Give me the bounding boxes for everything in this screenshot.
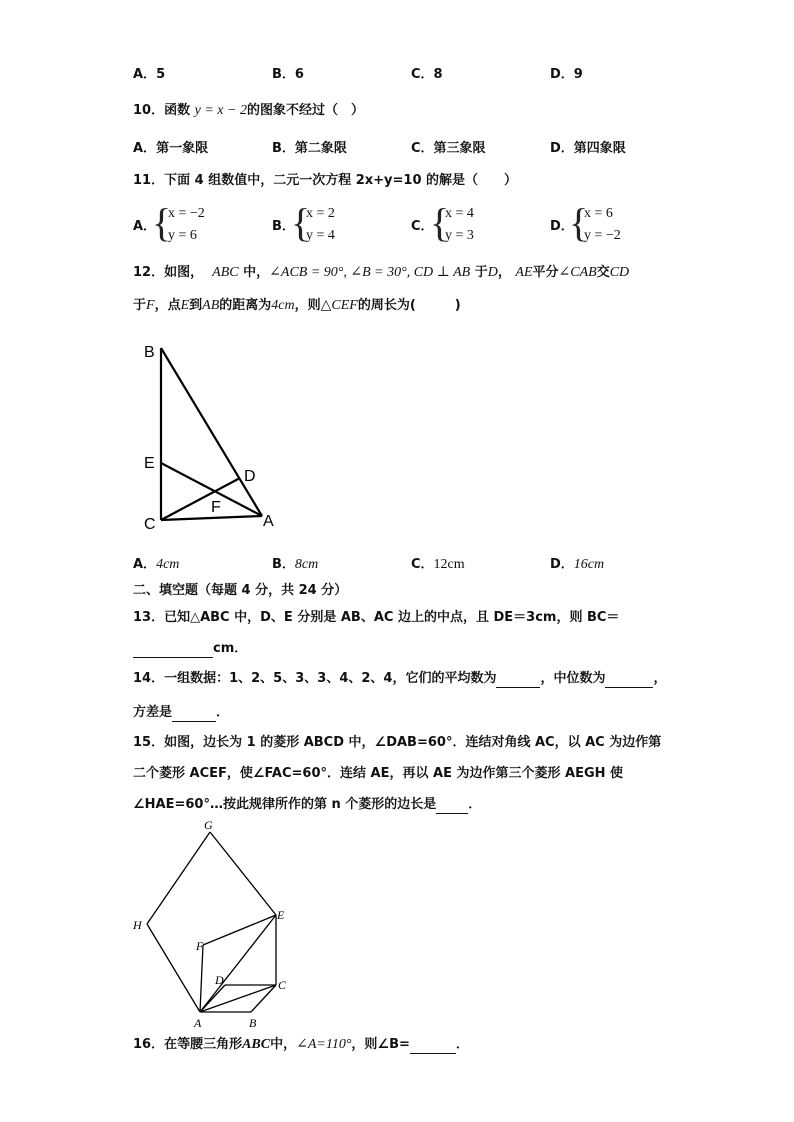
q15-answer-blank[interactable] <box>436 799 468 814</box>
q11-option-b-brace: { <box>291 200 311 245</box>
label-c: C <box>278 978 287 992</box>
q11-stem: 11．下面 4 组数值中，二元一次方程 2x+y=10 的解是（ ） <box>133 173 518 188</box>
q10-option-b: B．第二象限 <box>272 141 347 156</box>
q10-formula: y = x − 2 <box>194 103 247 118</box>
q16-stem: 16．在等腰三角形ABC中，∠A=110°，则∠B= ． <box>133 1037 469 1052</box>
edge-ge <box>210 832 276 915</box>
q11-option-d-brace: { <box>569 200 589 245</box>
label-d: D <box>244 468 256 485</box>
q13-line1: 13．已知△ABC 中，D、E 分别是 AB、AC 边上的中点，且 DE＝3cm，则 BC＝ <box>133 610 620 625</box>
q11-option-b-letter: B． <box>272 219 295 234</box>
label-h: H <box>133 918 142 932</box>
q14-median-blank[interactable] <box>605 673 653 688</box>
q11-option-c-brace: { <box>430 200 450 245</box>
q9-option-d: D．9 <box>550 67 583 82</box>
q11-option-b-system: x = 2 y = 4 <box>306 206 335 243</box>
label-g: G <box>204 818 213 832</box>
label-e: E <box>144 455 155 472</box>
q11-option-a-system: x = −2 y = 6 <box>168 206 205 243</box>
q12-line1: 12．如图， ABC 中，∠ACB = 90°, ∠B = 30°, CD ⊥ AB 于D， AE平分∠CAB交CD <box>133 265 630 280</box>
label-b: B <box>144 344 155 361</box>
q11-option-c-letter: C． <box>411 219 434 234</box>
q12-option-d: D．16cm <box>550 557 605 572</box>
q10-option-c: C．第三象限 <box>411 141 486 156</box>
q16-answer-blank[interactable] <box>410 1039 456 1054</box>
label-a: A <box>263 513 274 530</box>
label-a: A <box>194 1016 202 1030</box>
section-title: 二、填空题（每题 4 分，共 24 分） <box>133 583 348 598</box>
label-e: E <box>277 908 285 922</box>
edge-hg <box>147 832 210 924</box>
q14-line1: 14．一组数据：1、2、5、3、3、4、2、4，它们的平均数为 ，中位数为 ， <box>133 671 667 686</box>
q9-option-b: B．6 <box>272 67 304 82</box>
q9-option-a: A．5 <box>133 67 166 82</box>
q11-option-d-system: x = 6 y = −2 <box>584 206 621 243</box>
q11-option-d-letter: D． <box>550 219 574 234</box>
edge-af <box>200 945 203 1012</box>
q12-option-b: B．8cm <box>272 557 319 572</box>
q11-option-a-letter: A． <box>133 219 157 234</box>
q13-answer-blank[interactable] <box>133 643 213 658</box>
q14-variance-blank[interactable] <box>172 707 216 722</box>
label-f: F <box>211 499 221 516</box>
q14-line2: 方差是 ． <box>133 705 230 720</box>
q12-line2: 于F，点E到AB的距离为4cm，则△CEF的周长为( ) <box>133 298 461 313</box>
q10-option-d: D．第四象限 <box>550 141 626 156</box>
q12-option-c: C．12cm <box>411 557 465 572</box>
q10-stem: 10．函数 y = x − 2的图象不经过（ ） <box>133 103 364 118</box>
q12-triangle-figure <box>140 338 290 538</box>
line-ba <box>161 348 262 516</box>
q13-line2: cm． <box>133 640 247 658</box>
label-c: C <box>144 516 156 533</box>
q9-option-c: C．8 <box>411 67 443 82</box>
q11-option-a-brace: { <box>152 200 172 245</box>
q15-line2: 二个菱形 ACEF，使∠FAC=60°．连结 AE，再以 AE 为边作第三个菱形 AEGH 使 <box>133 766 624 781</box>
q15-line3: ∠HAE=60°…按此规律所作的第 n 个菱形的边长是 ． <box>133 797 482 812</box>
q15-rhombus-figure <box>130 818 300 1033</box>
q14-mean-blank[interactable] <box>496 673 540 688</box>
line-ca <box>161 516 262 520</box>
label-f: F <box>196 939 204 953</box>
label-b: B <box>249 1016 257 1030</box>
q15-line1: 15．如图，边长为 1 的菱形 ABCD 中，∠DAB=60°．连结对角线 AC，以 AC 为边作第 <box>133 735 662 750</box>
q10-option-a: A．第一象限 <box>133 141 209 156</box>
edge-ah <box>147 924 200 1012</box>
q12-option-a: A．4cm <box>133 557 180 572</box>
q11-option-c-system: x = 4 y = 3 <box>445 206 474 243</box>
label-d: D <box>215 973 224 987</box>
